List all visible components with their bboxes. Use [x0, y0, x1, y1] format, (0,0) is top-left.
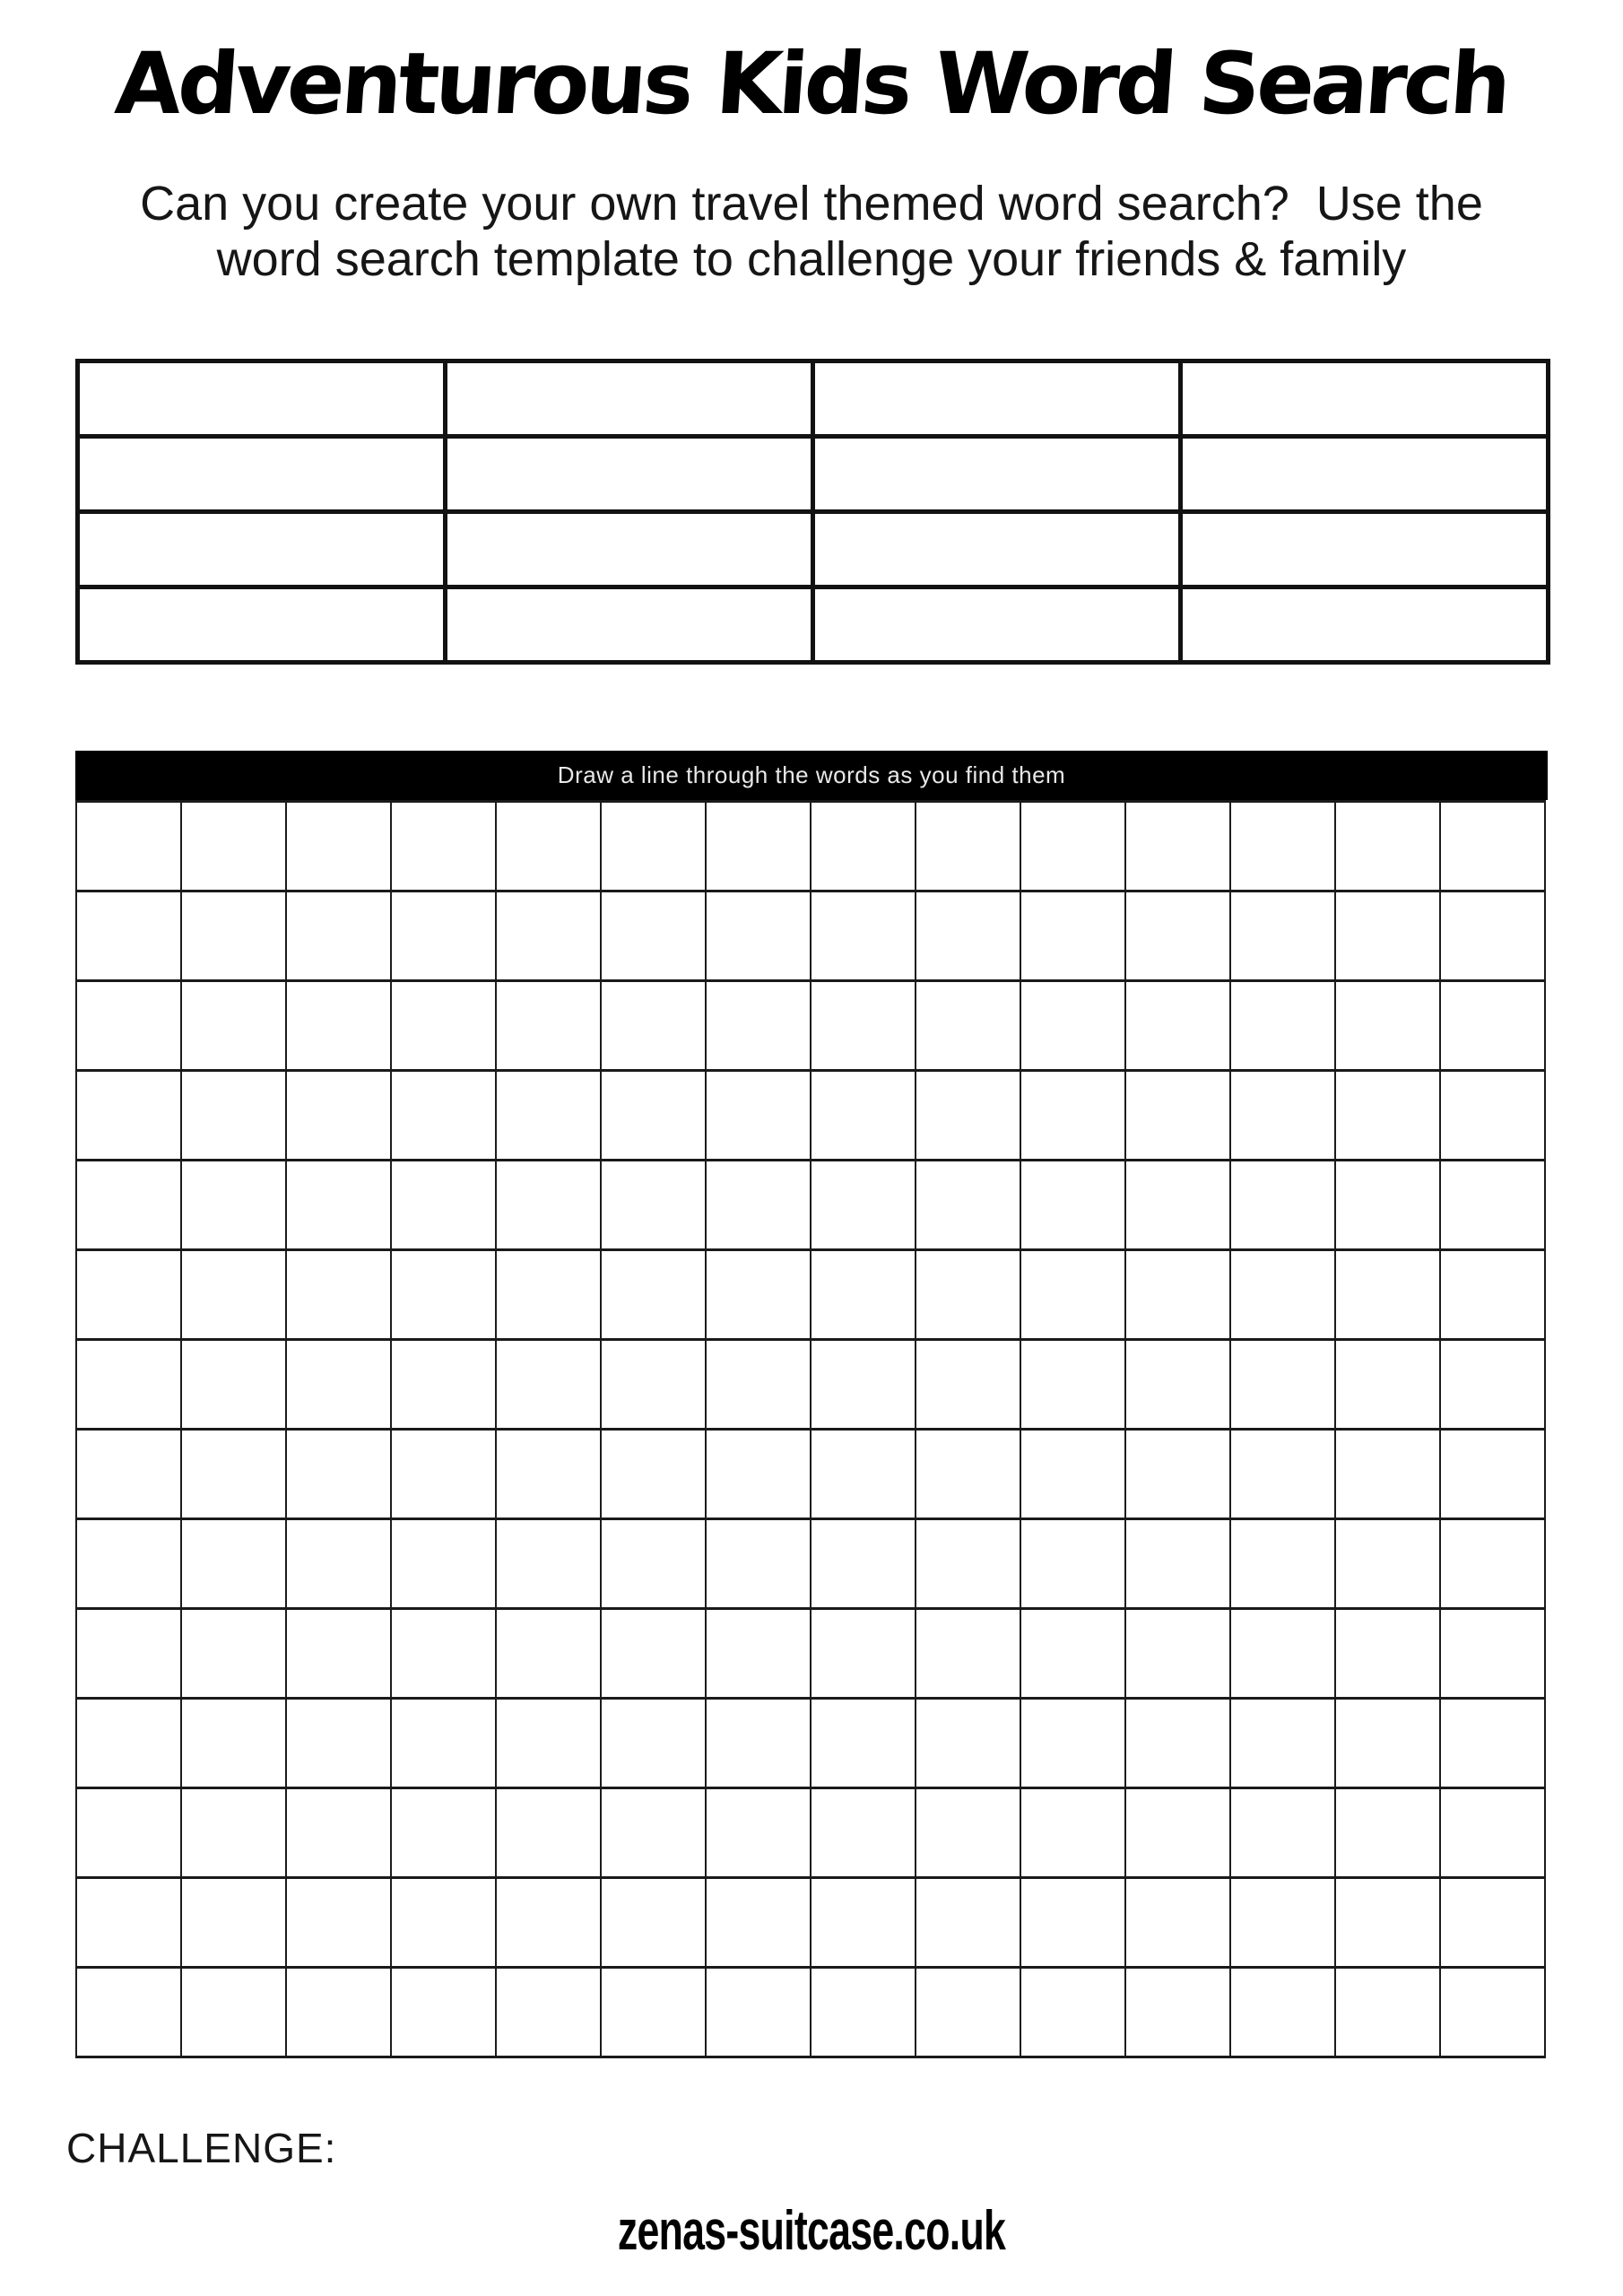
word-search-cell	[286, 981, 391, 1071]
word-search-cell	[1440, 1788, 1545, 1878]
word-search-cell	[601, 1519, 706, 1609]
word-search-cell	[1020, 1519, 1125, 1609]
word-search-cell	[391, 1788, 496, 1878]
word-search-cell	[1440, 1430, 1545, 1519]
word-list-cell	[1181, 437, 1549, 512]
word-search-cell	[496, 1250, 601, 1340]
word-search-cell	[1020, 1430, 1125, 1519]
word-search-cell	[1230, 1250, 1335, 1340]
word-search-cell	[286, 1161, 391, 1250]
word-search-cell	[811, 981, 916, 1071]
word-search-cell	[601, 802, 706, 891]
word-search-cell	[496, 1788, 601, 1878]
word-search-cell	[1020, 1340, 1125, 1430]
word-search-cell	[76, 1250, 181, 1340]
word-search-cell	[76, 1340, 181, 1430]
word-search-cell	[706, 1071, 811, 1161]
word-search-cell	[76, 802, 181, 891]
word-search-cell	[916, 1071, 1020, 1161]
word-search-cell	[601, 1430, 706, 1519]
word-list-cell	[813, 587, 1181, 663]
word-search-cell	[916, 1788, 1020, 1878]
word-search-cell	[811, 802, 916, 891]
word-search-cell	[496, 1161, 601, 1250]
word-search-cell	[76, 1161, 181, 1250]
word-list-cell	[813, 361, 1181, 437]
word-search-cell	[601, 1250, 706, 1340]
word-search-cell	[1440, 1250, 1545, 1340]
word-search-cell-row	[76, 1609, 1545, 1699]
word-search-cell	[1335, 981, 1440, 1071]
word-search-cell	[916, 802, 1020, 891]
word-search-cell	[1440, 1878, 1545, 1968]
word-search-cell	[916, 1609, 1020, 1699]
word-search-cell	[391, 1878, 496, 1968]
word-list-cell	[446, 512, 813, 587]
word-list-cell	[1181, 512, 1549, 587]
word-search-cell	[76, 891, 181, 981]
word-search-cell	[76, 1519, 181, 1609]
word-search-cell	[391, 802, 496, 891]
word-search-cell	[1440, 1968, 1545, 2057]
word-search-cell	[181, 891, 286, 981]
word-search-cell	[1230, 1340, 1335, 1430]
word-search-cell	[1335, 1161, 1440, 1250]
word-search-cell	[916, 1340, 1020, 1430]
word-search-cell	[181, 802, 286, 891]
word-search-cell	[1125, 1609, 1230, 1699]
page-subtitle	[0, 176, 1623, 287]
word-search-cell	[1020, 1788, 1125, 1878]
word-search-cell-row	[76, 891, 1545, 981]
word-list-cell-row	[78, 437, 1549, 512]
word-search-cell	[1335, 1430, 1440, 1519]
word-list-cell	[78, 512, 446, 587]
word-search-cell	[286, 1340, 391, 1430]
word-search-cell	[286, 1788, 391, 1878]
word-list-cell-row	[78, 361, 1549, 437]
word-search-cell	[1125, 1519, 1230, 1609]
word-search-cell	[811, 1161, 916, 1250]
word-search-cell	[1335, 1878, 1440, 1968]
word-search-cell	[1440, 1071, 1545, 1161]
word-search-cell	[181, 1968, 286, 2057]
word-search-cell	[706, 1250, 811, 1340]
word-search-cell	[811, 1788, 916, 1878]
word-list-cell	[446, 361, 813, 437]
word-search-cell	[496, 1071, 601, 1161]
word-search-cell	[601, 1161, 706, 1250]
word-search-cell	[181, 1071, 286, 1161]
word-search-cell	[1230, 1788, 1335, 1878]
word-search-cell	[496, 1609, 601, 1699]
word-search-cell	[601, 1071, 706, 1161]
word-search-cell	[811, 1519, 916, 1609]
word-search-cell	[601, 1340, 706, 1430]
word-search-cell	[706, 1878, 811, 1968]
word-search-cell	[1125, 981, 1230, 1071]
word-search-cell	[286, 1609, 391, 1699]
word-search-cell	[706, 981, 811, 1071]
word-search-cell	[1440, 981, 1545, 1071]
word-search-cell	[1020, 1968, 1125, 2057]
word-search-cell	[391, 1699, 496, 1788]
word-search-cell	[181, 1430, 286, 1519]
word-list-cell-row	[78, 587, 1549, 663]
word-search-cell	[916, 1699, 1020, 1788]
word-search-cell	[1125, 1340, 1230, 1430]
word-search-cell	[391, 1071, 496, 1161]
word-search-cell	[706, 1699, 811, 1788]
word-search-cell	[286, 802, 391, 891]
word-search-cell	[811, 1968, 916, 2057]
word-search-cell	[1020, 1161, 1125, 1250]
word-search-cell	[916, 1161, 1020, 1250]
word-search-cell	[286, 1699, 391, 1788]
word-search-cell	[1335, 1340, 1440, 1430]
word-search-cell	[916, 1968, 1020, 2057]
word-search-cell	[811, 1699, 916, 1788]
word-search-cell	[1020, 1878, 1125, 1968]
word-list-cell	[1181, 587, 1549, 663]
word-search-cell	[601, 891, 706, 981]
word-search-cell	[706, 1161, 811, 1250]
word-search-cell	[706, 1430, 811, 1519]
word-search-cell	[916, 981, 1020, 1071]
word-search-grid-table	[75, 800, 1546, 2058]
word-search-cell	[1125, 1968, 1230, 2057]
word-search-cell	[706, 1609, 811, 1699]
word-list-cell	[78, 437, 446, 512]
word-search-cell-row	[76, 981, 1545, 1071]
word-search-cell-row	[76, 1430, 1545, 1519]
word-search-cell	[181, 1878, 286, 1968]
word-list-cell	[813, 437, 1181, 512]
word-list-cell	[1181, 361, 1549, 437]
word-search-cell	[496, 1878, 601, 1968]
word-search-cell	[286, 1430, 391, 1519]
word-search-cell	[496, 1430, 601, 1519]
word-search-cell-row	[76, 1699, 1545, 1788]
word-search-cell	[1125, 891, 1230, 981]
word-search-cell-row	[76, 1968, 1545, 2057]
word-search-cell	[181, 1788, 286, 1878]
word-search-cell	[1440, 802, 1545, 891]
word-search-cell	[1335, 891, 1440, 981]
word-list-cell	[446, 437, 813, 512]
word-list-cell	[813, 512, 1181, 587]
word-search-cell	[496, 1968, 601, 2057]
word-search-cell	[496, 1340, 601, 1430]
word-search-cell	[1335, 1968, 1440, 2057]
word-search-cell	[1125, 1788, 1230, 1878]
word-list-table-grid	[75, 359, 1550, 665]
word-search-cell	[286, 1519, 391, 1609]
word-search-cell	[76, 1878, 181, 1968]
word-search-cell	[391, 1609, 496, 1699]
word-search-cell	[1020, 1071, 1125, 1161]
word-search-cell	[76, 1071, 181, 1161]
word-search-cell	[286, 1071, 391, 1161]
word-search-cell	[181, 1519, 286, 1609]
word-search-cell	[1230, 1430, 1335, 1519]
word-search-cell	[601, 1968, 706, 2057]
word-search-cell	[811, 891, 916, 981]
word-search-cell	[1125, 1250, 1230, 1340]
word-search-cell	[1230, 1878, 1335, 1968]
word-list-cell-row	[78, 512, 1549, 587]
subtitle-line-1: Can you create your own travel themed word search? Use the	[140, 177, 1483, 230]
word-search-cell	[601, 1609, 706, 1699]
word-search-cell	[1020, 1699, 1125, 1788]
word-search-cell-row	[76, 1519, 1545, 1609]
word-search-cell	[916, 1430, 1020, 1519]
word-search-cell	[1335, 1519, 1440, 1609]
word-search-cell	[391, 1161, 496, 1250]
word-search-cell	[706, 891, 811, 981]
word-search-cell	[916, 1878, 1020, 1968]
word-search-cell	[181, 1340, 286, 1430]
page-title: Adventurous Kids Word Search	[112, 35, 1511, 134]
word-search-cell	[1125, 1071, 1230, 1161]
word-search-cell	[1335, 1699, 1440, 1788]
word-search-cell	[1020, 1250, 1125, 1340]
word-search-cell	[1020, 802, 1125, 891]
word-search-cell	[391, 1340, 496, 1430]
word-list-cell	[446, 587, 813, 663]
word-search-cell	[1020, 1609, 1125, 1699]
word-search-cell	[601, 1699, 706, 1788]
word-search-cell	[1230, 1609, 1335, 1699]
word-search-cell	[706, 802, 811, 891]
word-search-cell	[811, 1430, 916, 1519]
word-search-cell	[601, 1878, 706, 1968]
word-list-table	[75, 359, 1550, 665]
word-search-cell	[1020, 981, 1125, 1071]
word-search-cell-row	[76, 1071, 1545, 1161]
word-search-cell	[1440, 1609, 1545, 1699]
word-search-cell	[916, 891, 1020, 981]
word-search-cell	[1230, 1968, 1335, 2057]
word-search-cell	[601, 981, 706, 1071]
word-search-cell	[391, 1519, 496, 1609]
word-search-cell	[1125, 1161, 1230, 1250]
site-url: zenas-suitcase.co.uk	[617, 2200, 1006, 2262]
word-search-cell	[1440, 1699, 1545, 1788]
word-search-cell	[1020, 891, 1125, 981]
word-search-cell	[181, 1250, 286, 1340]
word-search-cell	[916, 1519, 1020, 1609]
word-search-cell	[76, 1788, 181, 1878]
word-search-cell	[496, 802, 601, 891]
word-search-cell	[1440, 1340, 1545, 1430]
word-search-cell	[601, 1788, 706, 1878]
word-search-cell	[181, 1609, 286, 1699]
word-search-cell	[811, 1071, 916, 1161]
word-search-cell	[76, 981, 181, 1071]
word-list-cell	[78, 361, 446, 437]
word-search-cell	[1440, 1519, 1545, 1609]
instruction-bar-label: Draw a line through the words as you find them	[557, 761, 1066, 788]
word-search-cell-row	[76, 1788, 1545, 1878]
word-search-cell	[496, 981, 601, 1071]
word-search-cell	[1230, 1161, 1335, 1250]
word-search-cell	[286, 1250, 391, 1340]
word-search-cell	[1335, 1071, 1440, 1161]
word-search-cell	[1230, 802, 1335, 891]
word-search-cell	[1335, 1250, 1440, 1340]
word-search-cell	[706, 1519, 811, 1609]
word-search-cell	[1125, 802, 1230, 891]
word-search-cell	[76, 1609, 181, 1699]
word-search-cell	[1230, 1519, 1335, 1609]
word-search-cell-row	[76, 802, 1545, 891]
word-search-cell	[1230, 1071, 1335, 1161]
word-search-cell	[811, 1878, 916, 1968]
challenge-label: CHALLENGE:	[66, 2125, 337, 2171]
word-search-cell	[391, 1250, 496, 1340]
word-search-cell-row	[76, 1340, 1545, 1430]
word-search-cell	[181, 1699, 286, 1788]
word-search-cell	[916, 1250, 1020, 1340]
word-search-cell	[181, 1161, 286, 1250]
word-search-cell-row	[76, 1161, 1545, 1250]
word-search-cell	[1125, 1878, 1230, 1968]
word-search-cell	[496, 891, 601, 981]
word-search-cell	[181, 981, 286, 1071]
instruction-bar	[75, 751, 1548, 800]
word-search-cell	[811, 1340, 916, 1430]
word-search-cell	[1230, 981, 1335, 1071]
word-search-cell	[76, 1968, 181, 2057]
word-search-cell	[1125, 1699, 1230, 1788]
word-search-cell	[76, 1430, 181, 1519]
word-search-cell	[811, 1250, 916, 1340]
word-search-cell	[1335, 1788, 1440, 1878]
word-search-cell	[706, 1788, 811, 1878]
word-search-cell-row	[76, 1878, 1545, 1968]
word-search-grid	[75, 800, 1546, 2058]
word-search-cell	[1230, 1699, 1335, 1788]
word-search-cell	[76, 1699, 181, 1788]
word-search-cell	[811, 1609, 916, 1699]
word-search-cell	[391, 1430, 496, 1519]
word-search-cell	[1335, 802, 1440, 891]
word-search-cell	[1335, 1609, 1440, 1699]
word-search-cell	[391, 891, 496, 981]
word-search-cell	[1440, 891, 1545, 981]
word-search-cell	[286, 1968, 391, 2057]
word-search-cell	[391, 1968, 496, 2057]
word-search-cell	[391, 981, 496, 1071]
word-search-cell	[1125, 1430, 1230, 1519]
subtitle-line-2: word search template to challenge your friends & family	[216, 232, 1407, 286]
word-search-cell	[286, 1878, 391, 1968]
word-search-cell	[496, 1519, 601, 1609]
word-search-cell	[286, 891, 391, 981]
word-search-cell	[496, 1699, 601, 1788]
word-search-cell	[706, 1340, 811, 1430]
word-search-cell	[1440, 1161, 1545, 1250]
word-search-cell	[706, 1968, 811, 2057]
word-search-cell	[1230, 891, 1335, 981]
word-search-cell-row	[76, 1250, 1545, 1340]
word-list-cell	[78, 587, 446, 663]
